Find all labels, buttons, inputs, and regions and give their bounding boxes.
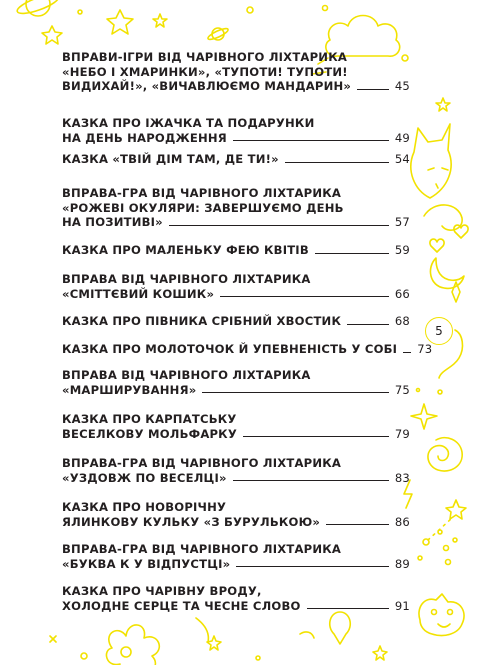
toc-entry-last-line (62, 152, 410, 167)
leader-line (357, 89, 389, 90)
toc-entry-title-line: ХОЛОДНЕ СЕРЦЕ ТА ЧЕСНЕ СЛОВО (62, 598, 301, 613)
toc-entry[interactable] (62, 500, 410, 529)
toc-entry[interactable] (62, 272, 410, 301)
toc-entry-last-line (62, 471, 410, 486)
toc-entry[interactable] (62, 542, 410, 571)
toc-entry-title-line: КАЗКА ПРО ЧАРІВНУ ВРОДУ, (62, 584, 262, 598)
star-icon (373, 646, 387, 660)
toc-entry[interactable] (62, 186, 410, 230)
toc-entry-title-line: «СМІТТЄВИЙ КОШИК» (62, 286, 215, 301)
star-icon (153, 14, 167, 27)
heart-icon (454, 225, 468, 238)
toc-entry-page: 66 (394, 286, 410, 301)
gem-icon (452, 282, 460, 302)
leader-line (307, 608, 389, 609)
toc-entry-page: 89 (394, 556, 410, 571)
toc-entry-last-line (62, 287, 410, 302)
toc-entry-page: 68 (394, 314, 410, 328)
star-icon (107, 10, 133, 34)
leader-line (220, 296, 389, 297)
toc-entry-last-line (62, 215, 410, 230)
toc-entry-title-line: ЯЛИНКОВУ КУЛЬКУ «З БУРУЛЬКОЮ» (62, 514, 321, 529)
leader-line (285, 162, 389, 163)
toc-entry-title-line: КАЗКА ПРО ІЖАЧКА ТА ПОДАРУНКИ (62, 116, 315, 130)
toc-entry-title-line: ВПРАВА ВІД ЧАРІВНОГО ЛІХТАРИКА (62, 368, 311, 382)
toc-entry-last-line (62, 599, 410, 614)
page-number: 5 (435, 324, 443, 338)
toc-entry[interactable] (62, 456, 410, 485)
toc-entry[interactable] (62, 368, 410, 397)
toc-entry-last-line (62, 342, 433, 357)
page-number-badge (425, 317, 453, 345)
toc-entry-title-line: «НЕБО І ХМАРИНКИ», «ТУПОТИ! ТУПОТИ! (62, 64, 348, 79)
toc-entry-last-line (62, 557, 410, 572)
moon-icon (430, 258, 464, 288)
cat-face-icon (419, 594, 464, 636)
heart-icon (430, 239, 444, 252)
star-icon (446, 500, 466, 519)
star-icon (207, 636, 221, 650)
toc-entry[interactable] (62, 314, 410, 329)
toc-entry-title-line: «БУКВА К У ВІДПУСТЦІ» (62, 556, 231, 571)
toc-entry-last-line (62, 515, 410, 530)
toc-entry-page: 57 (394, 215, 410, 230)
leader-line (243, 436, 389, 437)
toc-entry-page: 86 (394, 514, 410, 529)
leader-line (315, 253, 389, 254)
toc-entry-title-line: «УЗДОВЖ ПО ВЕСЕЛЦІ» (62, 470, 227, 485)
toc-entry[interactable] (62, 116, 410, 145)
flower-icon (106, 625, 159, 665)
leader-line (202, 392, 388, 393)
pin-icon (330, 612, 351, 644)
star-icon (436, 98, 450, 111)
leader-line (403, 352, 411, 353)
toc-entry-last-line (62, 427, 410, 442)
leader-line (326, 524, 389, 525)
toc-entry-last-line (62, 79, 410, 94)
toc-entry[interactable] (62, 342, 433, 357)
toc-entry-page: 91 (394, 598, 410, 613)
toc-entry-last-line (62, 243, 410, 258)
toc-entry[interactable] (62, 152, 410, 167)
star-icon (42, 26, 62, 44)
toc-entry-title-line: КАЗКА «ТВІЙ ДІМ ТАМ, ДЕ ТИ!» (62, 152, 279, 166)
leader-line (233, 480, 389, 481)
toc-entry-title-line: ВЕСЕЛКОВУ МОЛЬФАРКУ (62, 426, 238, 441)
toc-entry[interactable] (62, 243, 410, 258)
spiral-icon (428, 438, 462, 471)
toc-entry-page: 54 (394, 152, 410, 166)
toc-entry-page: 59 (394, 243, 410, 257)
leader-line (233, 140, 389, 141)
toc-entry-title-line: ВПРАВА-ГРА ВІД ЧАРІВНОГО ЛІХТАРИКА (62, 456, 342, 470)
toc-entry[interactable] (62, 412, 410, 441)
toc-entry-title-line: «МАРШИРУВАННЯ» (62, 382, 197, 397)
toc-entry-title-line: ВПРАВИ-ІГРИ ВІД ЧАРІВНОГО ЛІХТАРИКА (62, 50, 348, 64)
toc-entry-title-line: «РОЖЕВІ ОКУЛЯРИ: ЗАВЕРШУЄМО ДЕНЬ (62, 200, 344, 215)
leader-line (169, 225, 389, 226)
leader-line (236, 566, 388, 567)
toc-entry-title-line: НА ПОЗИТИВІ» (62, 215, 163, 230)
toc-entry-title-line: КАЗКА ПРО КАРПАТСЬКУ (62, 412, 237, 426)
toc-entry[interactable] (62, 50, 410, 94)
toc-entry-last-line (62, 383, 410, 398)
leader-line (347, 324, 389, 325)
toc-entry-title-line: КАЗКА ПРО ПІВНИКА СРІБНИЙ ХВОСТИК (62, 314, 342, 328)
toc-entry-title-line: КАЗКА ПРО МАЛЕНЬКУ ФЕЮ КВІТІВ (62, 243, 309, 257)
star-icon (411, 404, 437, 429)
toc-entry-title-line: ВИДИХАЙ!», «ВИЧАВЛЮЄМО МАНДАРИН» (62, 79, 352, 94)
toc-entry-title-line: КАЗКА ПРО МОЛОТОЧОК Й УПЕВНЕНІСТЬ У СОБІ (62, 342, 398, 356)
fox-icon (411, 124, 451, 198)
toc-entry-last-line (62, 314, 410, 329)
toc-entry-title-line: ВПРАВА-ГРА ВІД ЧАРІВНОГО ЛІХТАРИКА (62, 186, 342, 200)
toc-entry-page: 83 (394, 470, 410, 485)
toc-entry-page: 75 (394, 382, 410, 397)
toc-entry-title-line: НА ДЕНЬ НАРОДЖЕННЯ (62, 130, 227, 145)
toc-entry-page: 73 (417, 342, 433, 356)
toc-entry-page: 49 (394, 130, 410, 145)
toc-entry-page: 45 (394, 79, 410, 94)
toc-entry[interactable] (62, 584, 410, 613)
toc-entry-title-line: ВПРАВА ВІД ЧАРІВНОГО ЛІХТАРИКА (62, 272, 311, 286)
toc-entry-page: 79 (394, 426, 410, 441)
toc-entry-title-line: ВПРАВА-ГРА ВІД ЧАРІВНОГО ЛІХТАРИКА (62, 542, 342, 556)
toc-entry-last-line (62, 131, 410, 146)
toc-entry-title-line: КАЗКА ПРО НОВОРІЧНУ (62, 500, 227, 514)
